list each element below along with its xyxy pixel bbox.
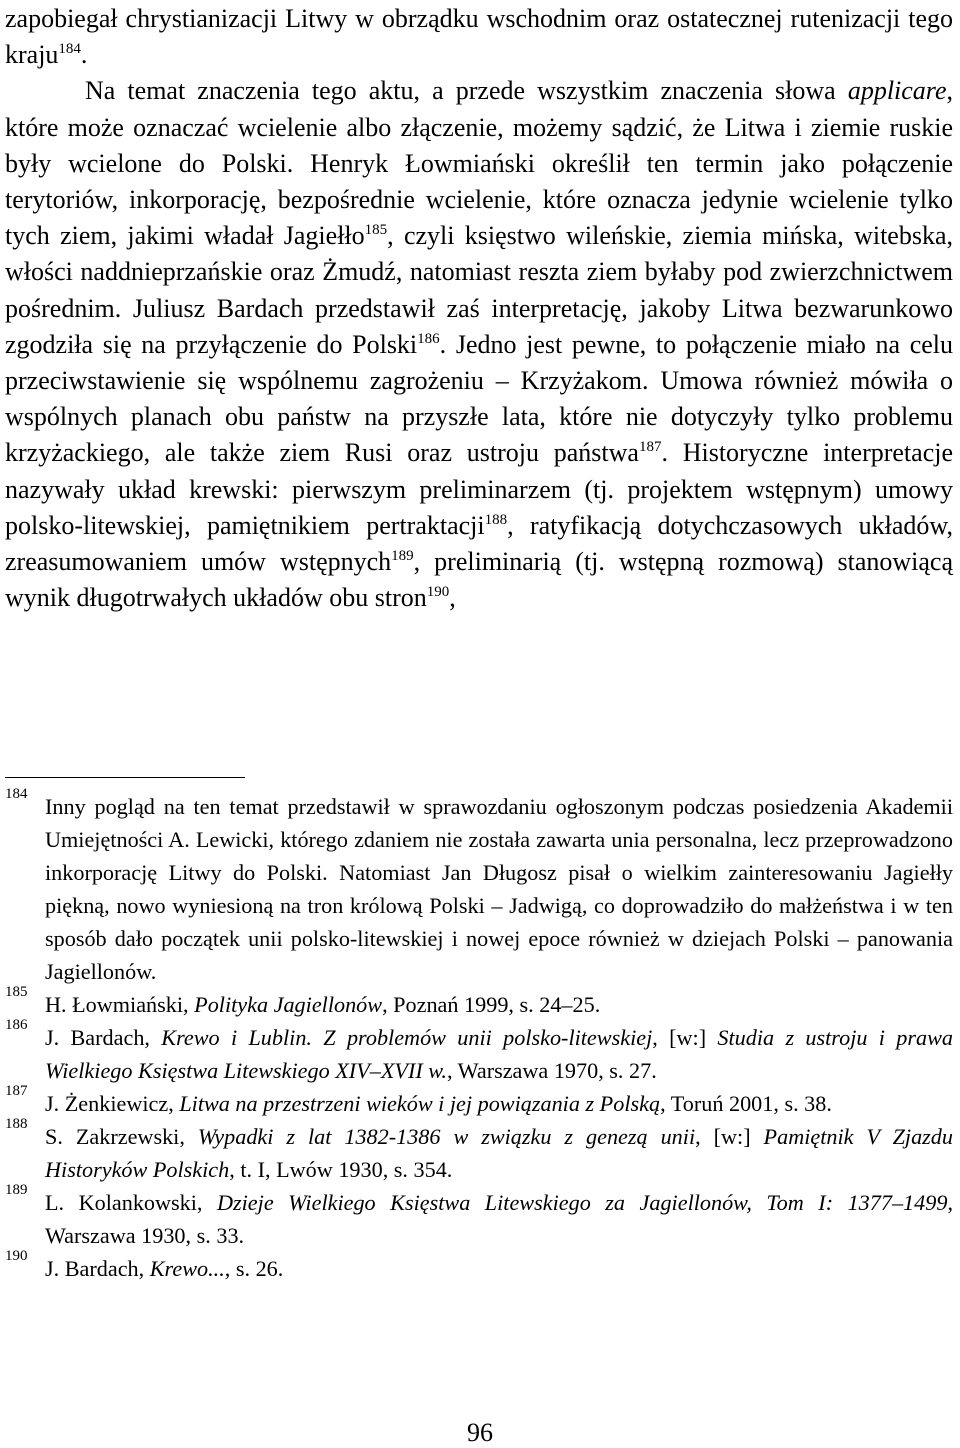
footnote-author: J. Bardach, [45,1025,162,1050]
footnote-text: Inny pogląd na ten temat przedstawił w sprawozdaniu ogłoszonym podczas posiedzenia Akademii Umiejętności A. Lewicki, którego zdaniem nie została zawarta unia personalna, lecz przeprowadzono inkorporację Litwy do Polski. Natomiast Jan Długosz pisał o wielkim zainteresowaniu Jagiełły piękną, nowo wyniesioną na tron królową Polski – Jadwigą, co doprowadziło do małżeństwa i w ten sposób dało początek unii polsko-litewskiej i nowej epoce również w dziejach Polski – panowania Jagiellonów. [45,794,953,984]
document-page [5,0,953,1281]
footnote-imprint: , Toruń 2001, s. 38. [660,1091,832,1116]
footnote-author: H. Łowmiański, [45,992,195,1017]
footnote-189 [5,1182,953,1252]
footnote-title: Wypadki z lat 1382-1386 w związku z genezą unii [197,1124,696,1149]
footnote-imprint: , t. I, Lwów 1930, s. 354. [229,1157,453,1182]
footnote-imprint: , Warszawa 1930, s. 33. [45,1190,953,1248]
footnote-in: , [w:] [695,1124,764,1149]
footnote-ref-189[interactable]: 189 [391,548,414,565]
footnote-187 [5,1083,953,1120]
body-text [5,0,953,616]
footnote-number: 189 [5,1182,28,1198]
footnote-author: J. Żenkiewicz, [45,1091,180,1116]
footnote-number: 188 [5,1116,28,1132]
text-run: , ratyfikacją dotychczasowych układów, zreasumowaniem umów wstępnych [5,510,953,577]
footnote-author: J. Bardach, [45,1256,150,1281]
footnote-number: 185 [5,984,28,1000]
text-run: . Historyczne interpretacje nazywały układ krewski: pierwszym preliminarzem (tj. projektem wstępnym) umowy polsko-litewskiej, pamiętnikiem pertraktacji [5,438,953,540]
footnote-imprint: , s. 26. [224,1256,284,1281]
footnote-ref-184[interactable]: 184 [58,41,81,58]
text-run: , [449,583,456,613]
footnote-author: L. Kolankowski, [45,1190,217,1215]
footnote-ref-190[interactable]: 190 [426,584,450,601]
footnote-imprint: , Warszawa 1970, s. 27. [446,1058,657,1083]
footnote-title: Krewo... [149,1256,225,1281]
text-run: Na temat znaczenia tego aktu, a przede wszystkim znaczenia słowa [85,76,848,106]
italic-term: applicare [847,76,947,106]
footnote-186 [5,1017,953,1087]
footnote-imprint: , Poznań 1999, s. 24–25. [382,992,601,1017]
page-number: 96 [467,1418,493,1447]
text-run: , czyli księstwo wileńskie, ziemia mińska, witebska, włości naddnieprzańskie oraz Żmudź, natomiast reszta ziem byłaby pod zwierzchnictwem pośrednim. Juliusz Bardach przedstawił zaś interpretację, jakoby Litwa bezwarunkowo zgodziła się na przyłączenie do Polski [5,221,953,359]
footnote-in: , [w:] [652,1025,718,1050]
footnote-number: 186 [5,1017,28,1033]
footnote-ref-185[interactable]: 185 [364,222,388,239]
footnote-number: 187 [5,1083,28,1099]
footnote-title: Polityka Jagiellonów [194,992,383,1017]
text-run: . Jedno jest pewne, to połączenie miało na celu przeciwstawienie się wspólnemu zagrożeniu – Krzyżakom. Umowa również mówiła o wspólnych planach obu państw na przyszłe lata, które nie dotyczyły tylko problemu krzyżackiego, ale także ziem Rusi oraz ustroju państwa [5,329,953,468]
footnote-ref-186[interactable]: 186 [417,330,440,347]
footnote-author: S. Zakrzewski, [45,1124,198,1149]
text-run: zapobiegał chrystianizacji Litwy w obrządku wschodnim oraz ostatecznej rutenizacji tego kraju [5,4,953,70]
footnotes [5,786,953,1285]
text-run: . [80,40,88,70]
footnote-collection-title: Studia z ustroju i prawa Wielkiego Księstwa Litewskiego XIV–XVII w. [45,1025,953,1083]
footnote-184 [5,786,953,988]
footnote-190 [5,1248,953,1285]
footnote-185 [5,984,953,1021]
footnote-title: Dzieje Wielkiego Księstwa Litewskiego za Jagiellonów, Tom I: 1377–1499 [216,1190,948,1215]
footnote-separator [5,777,245,778]
footnote-title: Krewo i Lublin. Z problemów unii polsko-litewskiej [161,1025,653,1050]
footnote-ref-188[interactable]: 188 [484,511,508,528]
footnote-collection-title: Pamiętnik V Zjazdu Historyków Polskich [45,1124,953,1182]
text-run: , preliminarią (tj. wstępną rozmową) stanowiącą wynik długotrwałych układów obu stron [5,547,953,613]
footnote-number: 184 [5,786,28,802]
text-run: , które może oznaczać wcielenie albo złączenie, możemy sądzić, że Litwa i ziemie ruskie były wcielone do Polski. Henryk Łowmiański określił ten termin jako połączenie terytoriów, inkorporację, bezpośrednie wcielenie, które oznacza jedynie wcielenie tylko tych ziem, jakimi władał Jagiełło [5,76,953,251]
footnote-number: 190 [5,1248,28,1264]
footnote-ref-187[interactable]: 187 [638,439,662,456]
footnote-188 [5,1116,953,1186]
footnote-title: Litwa na przestrzeni wieków i jej powiązania z Polską [179,1091,661,1116]
